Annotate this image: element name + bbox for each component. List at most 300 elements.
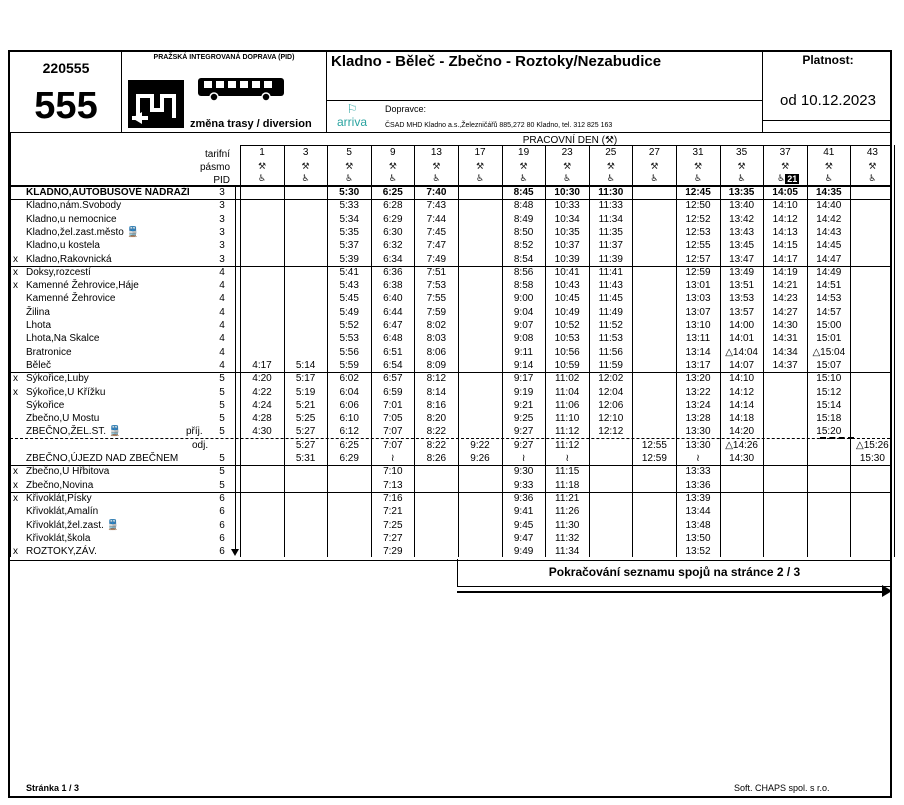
departure-time: 15:00 [816, 320, 842, 331]
departure-time: 10:30 [554, 187, 580, 198]
departure-time: 8:54 [513, 253, 534, 265]
row-label-tarif: tarifní [204, 149, 230, 160]
departure-time: 15:10 [816, 373, 842, 385]
departure-time: 8:26 [426, 453, 447, 464]
departure-time: 11:59 [598, 359, 623, 371]
departure-time: 14:19 [772, 266, 798, 278]
departure-time: 6:38 [383, 280, 403, 292]
departure-time: 14:53 [816, 293, 842, 305]
departure-time: 8:02 [426, 320, 447, 331]
departure-time: 5:49 [339, 306, 359, 318]
departure-time: 8:56 [513, 266, 534, 278]
workday-icon: ⚒ [475, 161, 485, 171]
departure-time: 6:51 [383, 346, 403, 358]
departure-time: 11:02 [555, 373, 580, 385]
departure-time: 5:19 [295, 386, 316, 398]
departure-time: 13:20 [685, 373, 711, 385]
departure-time: 9:21 [513, 399, 534, 411]
departure-time: 5:35 [339, 226, 359, 238]
departure-time: 9:08 [513, 333, 534, 345]
departure-time: 13:53 [729, 293, 755, 305]
departure-time: 5:17 [295, 373, 316, 385]
departure-time: 9:27 [513, 426, 534, 438]
table-bottom-rule [10, 560, 890, 561]
departure-time: 5:52 [339, 320, 359, 331]
departure-time: 12:57 [685, 253, 711, 265]
stop-name: Kladno,nám.Svobody [26, 200, 122, 212]
departure-time: 12:06 [598, 399, 624, 411]
departure-time: 14:12 [772, 213, 798, 225]
trip-number: 31 [692, 147, 704, 158]
departure-time: 8:58 [513, 280, 534, 292]
stop-name: Zbečno,Novina [26, 479, 94, 491]
departure-time: 11:15 [555, 466, 580, 478]
section-divider [10, 465, 890, 466]
departure-time: 7:05 [383, 413, 403, 425]
workday-icon: ⚒ [737, 161, 746, 171]
stop-name: Křivoklát,škola [26, 532, 91, 544]
departure-time: 11:35 [598, 226, 623, 238]
departure-time: 9:36 [513, 492, 534, 504]
departure-time: 10:33 [554, 200, 580, 212]
departure-time: 11:33 [598, 200, 623, 212]
departure-time: 10:39 [554, 253, 580, 265]
wheelchair-icon: ♿ [737, 173, 746, 183]
departure-time: 11:43 [598, 280, 623, 292]
departure-time: 13:36 [685, 479, 711, 491]
stop-zone: 6 [219, 492, 225, 504]
workday-icon: ⚒ [650, 161, 659, 171]
stop-name: Kladno,u nemocnice [26, 213, 117, 225]
stop-name: Bratronice [26, 346, 72, 358]
departure-time: 9:49 [513, 546, 534, 558]
departure-time: 11:12 [555, 439, 580, 451]
departure-time: 14:42 [816, 213, 842, 225]
departure-time: 6:25 [382, 187, 403, 198]
trip-43-connector [820, 437, 854, 439]
departure-time: 8:49 [513, 213, 534, 225]
departure-time: 9:26 [470, 453, 490, 464]
stop-zone: 6 [219, 519, 225, 531]
departure-time: 6:44 [383, 306, 403, 318]
stop-zone: 5 [219, 373, 225, 385]
departure-time: 7:29 [383, 546, 403, 558]
departure-time: 14:31 [772, 333, 798, 345]
stop-zone: 5 [219, 426, 225, 438]
departure-time: 13:30 [685, 426, 711, 438]
departure-time: 8:22 [426, 439, 447, 451]
departure-time: 10:53 [554, 333, 580, 345]
departure-time: 13:48 [685, 519, 711, 531]
departure-time: 9:30 [513, 466, 534, 478]
workday-icon: ⚒ [824, 161, 833, 171]
departure-time: 12:50 [685, 200, 711, 212]
departure-time: 12:04 [598, 386, 624, 398]
wheelchair-icon: ♿ [606, 173, 615, 183]
departure-time: 13:44 [685, 506, 711, 518]
stop-zone: 3 [219, 253, 225, 265]
departure-time: 4:17 [252, 359, 272, 371]
departure-time: 7:55 [426, 293, 447, 305]
departure-time: 13:24 [685, 399, 711, 411]
departure-time: 9:25 [513, 413, 534, 425]
departure-time: 14:20 [729, 426, 755, 438]
departure-time: 13:30 [685, 439, 711, 451]
departure-time: 14:10 [729, 373, 755, 385]
departure-time: 5:53 [339, 333, 359, 345]
trip-number: 37 [779, 147, 791, 158]
departure-time: 6:34 [383, 253, 403, 265]
stop-zone: 3 [219, 200, 225, 212]
departure-time: 9:14 [513, 359, 534, 371]
pid-title: PRAŽSKÁ INTEGROVANÁ DOPRAVA (PID) [153, 54, 295, 61]
trip-number: 5 [346, 147, 352, 158]
wheelchair-icon: ♿ [563, 173, 572, 183]
departure-time: 11:32 [555, 532, 580, 544]
departure-time: 10:34 [554, 213, 580, 225]
workday-icon: ⚒ [519, 161, 528, 171]
departure-time: 15:07 [816, 359, 842, 371]
trip-number: 19 [518, 147, 530, 158]
stop-name: Křivoklát,Amalín [26, 506, 99, 518]
stop-zone: 4 [219, 320, 225, 331]
departure-time: 10:52 [554, 320, 580, 331]
departure-time: 14:17 [772, 253, 798, 265]
day-type: PRACOVNÍ DEN (⚒) [522, 135, 618, 146]
departure-time: 13:57 [729, 306, 755, 318]
trip-number: 41 [823, 147, 835, 158]
request-stop-mark: x [13, 546, 18, 558]
departure-time: 14:40 [816, 200, 842, 212]
stop-zone: 4 [219, 359, 225, 371]
departure-time: 5:45 [339, 293, 359, 305]
departure-time: 14:34 [772, 346, 798, 358]
departure-time: 10:41 [554, 266, 580, 278]
continuation-arrow-line [457, 591, 885, 593]
departure-time: 7:43 [426, 200, 447, 212]
request-stop-mark: x [13, 373, 18, 385]
divider [326, 100, 762, 101]
departure-time: 9:19 [513, 386, 534, 398]
departure-time: 15:20 [816, 426, 842, 438]
bus-icon [196, 76, 286, 102]
departure-time: 13:42 [729, 213, 755, 225]
departure-time: 5:21 [295, 399, 316, 411]
header-bottom-line [8, 132, 892, 133]
departure-time: 5:34 [339, 213, 359, 225]
departure-time: 14:14 [729, 399, 755, 411]
validity-label: Platnost: [802, 53, 854, 67]
divider [121, 50, 122, 132]
departure-time: 9:47 [513, 532, 534, 544]
departure-time: 15:18 [816, 413, 842, 425]
stop-zone: 5 [219, 466, 225, 478]
departure-time: 8:16 [426, 399, 447, 411]
departure-time: 5:56 [339, 346, 359, 358]
wheelchair-icon: ♿ [693, 173, 703, 183]
departure-time: 14:01 [729, 333, 755, 345]
departure-time: 11:30 [598, 187, 624, 198]
workday-icon: ⚒ [257, 161, 267, 171]
departure-time: 5:39 [339, 253, 359, 265]
departure-time: 6:48 [383, 333, 403, 345]
departure-time: 12:12 [598, 426, 624, 438]
trip-number: 1 [259, 147, 265, 158]
departure-time: 4:22 [252, 386, 272, 398]
request-stop-mark: x [13, 466, 18, 478]
departure-time: 12:45 [685, 187, 711, 198]
departure-time: 11:21 [555, 492, 580, 504]
departure-time: 8:48 [513, 200, 534, 212]
departure-time: 10:49 [554, 306, 580, 318]
departure-time: 11:34 [598, 213, 623, 225]
departure-time: 5:25 [295, 413, 316, 425]
wheelchair-icon: ♿ [432, 173, 441, 183]
departure-time: 11:30 [555, 519, 580, 531]
departure-time: 10:45 [554, 293, 580, 305]
divider [762, 120, 892, 121]
departure-time: ≀ [390, 453, 395, 464]
trip-number: 35 [736, 147, 748, 158]
departure-time: 13:45 [729, 240, 755, 252]
stop-name: ROZTOKY,ZÁV. [26, 546, 97, 558]
trip-number: 27 [648, 147, 660, 158]
stop-name: ZBEČNO,ŽEL.ST. 🚆 [26, 426, 122, 438]
departure-time: 6:32 [383, 240, 403, 252]
stop-zone: 5 [219, 413, 225, 425]
wheelchair-icon: ♿ [388, 173, 397, 183]
departure-time: 6:47 [383, 320, 403, 331]
departure-time: 10:59 [554, 359, 580, 371]
stop-zone: 4 [219, 293, 225, 305]
departure-time: 5:31 [295, 453, 316, 464]
departure-label: odj. [192, 439, 209, 451]
wheelchair-icon: ♿ [777, 173, 786, 183]
stop-zone: 4 [219, 333, 225, 345]
stop-zone: 5 [219, 453, 225, 464]
departure-time: △14:26 [725, 439, 758, 451]
departure-time: 7:40 [426, 187, 447, 198]
divider [326, 50, 327, 132]
departure-time: 8:03 [426, 333, 447, 345]
departure-time: 14:00 [729, 320, 755, 331]
departure-time: 11:26 [555, 506, 580, 518]
stop-name: Kladno,žel.zast.město 🚆 [26, 226, 140, 238]
departure-time: 13:28 [685, 413, 711, 425]
departure-time: 4:20 [252, 373, 272, 385]
stop-zone: 5 [219, 386, 225, 398]
departure-time: 14:43 [816, 226, 842, 238]
trip-number: 25 [605, 147, 617, 158]
departure-time: 9:00 [513, 293, 534, 305]
departure-time: 11:45 [598, 293, 623, 305]
workday-icon: ⚒ [301, 161, 310, 171]
departure-time: 13:11 [685, 333, 711, 345]
departure-time: 10:37 [554, 240, 580, 252]
departure-time: 5:33 [339, 200, 359, 212]
departure-time: 7:59 [426, 306, 447, 318]
direction-arrow-icon [231, 549, 239, 556]
trip-number: 43 [866, 147, 878, 158]
stop-name: ZBEČNO,ÚJEZD NAD ZBEČNEM [26, 453, 179, 464]
stop-name: Křivoklát,žel.zast. 🚆 [26, 519, 120, 531]
request-stop-mark: x [13, 253, 18, 265]
departure-time: 8:50 [513, 226, 534, 238]
departure-time: 11:12 [555, 426, 580, 438]
departure-time: 7:45 [426, 226, 447, 238]
departure-time: 14:37 [772, 359, 798, 371]
departure-time: 14:23 [772, 293, 798, 305]
departure-time: ≀ [521, 453, 526, 464]
line-code: 220555 [42, 60, 90, 76]
departure-time: 9:41 [513, 506, 534, 518]
trip-note-badge: 21 [787, 174, 798, 184]
departure-time: 4:30 [252, 426, 272, 438]
line-number: 555 [34, 85, 98, 127]
departure-time: 7:07 [383, 439, 403, 451]
row-label-pasmo: pásmo [199, 162, 230, 173]
departure-time: 7:49 [426, 253, 447, 265]
stop-name: Kladno,u kostela [26, 240, 100, 252]
wheelchair-icon: ♿ [257, 173, 267, 183]
trip-number: 3 [302, 147, 309, 158]
departure-time: 9:22 [470, 439, 490, 451]
departure-time: 7:13 [383, 479, 403, 491]
wheelchair-icon: ♿ [301, 173, 310, 183]
workday-icon: ⚒ [388, 161, 397, 171]
departure-time: 12:02 [598, 373, 624, 385]
departure-time: 10:43 [554, 280, 580, 292]
request-stop-mark: x [13, 266, 18, 278]
request-stop-mark: x [13, 492, 18, 504]
departure-time: 12:55 [641, 439, 667, 451]
departure-time: 14:13 [772, 226, 798, 238]
departure-time: △15:26 [856, 439, 889, 451]
wheelchair-icon: ♿ [868, 173, 877, 183]
departure-time: 12:59 [641, 453, 667, 464]
departure-time: 7:25 [383, 519, 403, 531]
departure-time: 14:35 [816, 187, 842, 198]
wheelchair-icon: ♿ [519, 173, 528, 183]
workday-icon: ⚒ [781, 161, 790, 171]
departure-time: 13:43 [729, 226, 755, 238]
request-stop-mark: x [13, 386, 18, 398]
departure-time: 6:54 [383, 359, 403, 371]
departure-time: 6:28 [383, 200, 403, 212]
workday-icon: ⚒ [868, 161, 877, 171]
trip-number: 23 [561, 147, 573, 158]
stop-name: Běleč [26, 359, 52, 371]
departure-time: 13:33 [685, 466, 711, 478]
departure-time: 14:10 [772, 200, 798, 212]
departure-time: 9:07 [513, 320, 534, 331]
stop-name: Zbečno,U Hřbitova [26, 466, 110, 478]
departure-time: 6:40 [383, 293, 403, 305]
departure-time: 8:22 [426, 426, 447, 438]
departure-time: 14:47 [816, 253, 842, 265]
stop-name: Sýkořice [26, 399, 65, 411]
departure-time: 6:36 [383, 266, 403, 278]
departure-time: 6:57 [383, 373, 403, 385]
arrival-label: příj. [186, 426, 203, 438]
departure-time: 8:45 [513, 187, 534, 198]
request-stop-mark: x [13, 280, 18, 292]
departure-time: 12:59 [685, 266, 711, 278]
departure-time: 14:49 [816, 266, 842, 278]
departure-time: △15:04 [812, 346, 846, 358]
departure-time: 11:49 [598, 306, 623, 318]
workday-icon: ⚒ [563, 161, 572, 171]
departure-time: 14:05 [772, 187, 798, 198]
departure-time: 6:02 [339, 373, 359, 385]
stop-zone: 3 [219, 187, 225, 198]
column-divider [894, 145, 895, 557]
workday-icon: ⚒ [693, 161, 703, 171]
stop-zone: 4 [219, 266, 225, 278]
departure-time: 6:59 [383, 386, 403, 398]
direction-arrow-line [235, 186, 236, 551]
departure-time: 5:41 [339, 266, 359, 278]
departure-time: 12:52 [685, 213, 711, 225]
departure-time: 6:29 [383, 213, 403, 225]
arriva-symbol-icon: ⚐ [346, 102, 358, 116]
departure-time: 9:33 [513, 479, 534, 491]
departure-time: 13:47 [729, 253, 755, 265]
trip-number: 17 [474, 147, 486, 158]
departure-time: 11:52 [598, 320, 623, 331]
departure-time: 13:10 [685, 320, 711, 331]
stop-zone: 4 [219, 306, 225, 318]
departure-time: 7:01 [383, 399, 403, 411]
stop-name: Křivoklát,Písky [26, 492, 92, 504]
stop-zone: 5 [219, 479, 225, 491]
software-credit: Soft. CHAPS spol. s r.o. [734, 783, 830, 793]
departure-time: 7:27 [383, 532, 403, 544]
stop-name: Zbečno,U Mostu [26, 413, 100, 425]
departure-time: 13:07 [685, 306, 711, 318]
departure-time: 6:10 [339, 413, 359, 425]
page-number: Stránka 1 / 3 [26, 783, 80, 793]
departure-time: 9:11 [514, 346, 533, 358]
departure-time: 8:12 [426, 373, 447, 385]
stop-name: Kamenné Žehrovice,Háje [26, 280, 139, 292]
departure-time: 11:37 [598, 240, 623, 252]
departure-time: 13:52 [685, 546, 711, 558]
departure-time: 13:14 [685, 346, 711, 358]
workday-icon: ⚒ [432, 161, 441, 171]
departure-time: 13:03 [685, 293, 711, 305]
stop-zone: 3 [219, 226, 225, 238]
departure-time: 13:40 [729, 200, 755, 212]
stop-name: Lhota [26, 320, 52, 331]
wheelchair-icon: ♿ [475, 173, 485, 183]
departure-time: 14:18 [729, 413, 755, 425]
departure-time: 13:22 [685, 386, 711, 398]
departure-time: 9:27 [513, 439, 534, 451]
departure-time: 15:01 [816, 333, 842, 345]
departure-time: 4:24 [252, 399, 272, 411]
departure-time: 6:30 [383, 226, 403, 238]
departure-time: 11:04 [555, 386, 580, 398]
departure-time: 15:14 [816, 399, 842, 411]
departure-time: 5:59 [339, 359, 359, 371]
stop-name: KLADNO,AUTOBUSOVÉ NÁDRAŽÍ [26, 187, 190, 198]
diversion-icon [128, 80, 184, 128]
departure-time: ≀ [565, 453, 570, 464]
arriva-logo: ⚐ arriva [337, 102, 368, 129]
departure-time: 11:10 [555, 413, 580, 425]
trip-number: 13 [430, 147, 442, 158]
